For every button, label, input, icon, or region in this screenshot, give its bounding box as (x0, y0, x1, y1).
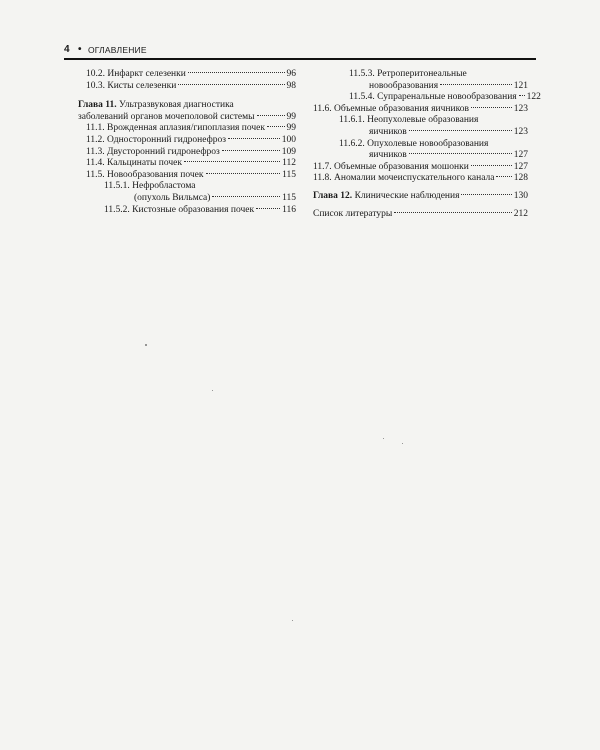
scan-speck (145, 344, 147, 346)
header-bullet: • (78, 44, 82, 55)
toc-entry-11-5-2[interactable]: 11.5.2. Кистозные образования почек 116 (104, 204, 296, 215)
header-rule (64, 58, 536, 60)
page-number: 4 (64, 44, 70, 55)
toc-entry-11-8[interactable]: 11.8. Аномалии мочеиспускательного канала 128 (313, 173, 528, 184)
toc-entry-11-3[interactable]: 11.3. Двусторонний гидронефроз 109 (86, 146, 296, 157)
toc-left-column (78, 69, 296, 216)
toc-chapter-11[interactable]: заболеваний органов мочеполовой системы 99 (78, 111, 296, 122)
toc-entry-11-4[interactable]: 11.4. Кальцинаты почек 112 (86, 158, 296, 169)
scan-speck (212, 390, 213, 391)
toc-entry-11-5-3[interactable]: новообразования 121 (369, 80, 528, 91)
toc-entry-11-6-2[interactable]: яичников 127 (369, 150, 528, 161)
toc-references[interactable]: Список литературы 212 (313, 208, 528, 219)
toc-entry-11-5-1[interactable]: (опухоль Вильмса) 115 (134, 192, 296, 203)
toc-right-column (313, 69, 541, 220)
toc-entry-11-6[interactable]: 11.6. Объемные образования яичников 123 (313, 103, 528, 114)
toc-entry-11-6-2-title[interactable]: 11.6.2. Опухолевые новообразования (339, 138, 489, 149)
toc-entry-11-5-1-title[interactable]: 11.5.1. Нефробластома (104, 181, 196, 192)
toc-entry-10-3[interactable]: 10.3. Кисты селезенки 98 (86, 80, 296, 91)
scan-speck (383, 438, 384, 439)
toc-entry-11-1[interactable]: 11.1. Врожденная аплазия/гипоплазия почек 99 (86, 123, 296, 134)
scan-speck (402, 443, 403, 444)
toc-entry-10-2[interactable]: 10.2. Инфаркт селезенки 96 (86, 69, 296, 79)
toc-entry-11-7[interactable]: 11.7. Объемные образования мошонки 127 (313, 161, 528, 172)
toc-entry-11-6-1[interactable]: яичников 123 (369, 126, 528, 137)
toc-chapter-12[interactable]: Глава 12. Клинические наблюдения 130 (313, 190, 528, 201)
toc-entry-11-2[interactable]: 11.2. Односторонний гидронефроз 100 (86, 134, 296, 145)
running-title: ОГЛАВЛЕНИЕ (88, 45, 147, 55)
toc-entry-11-5-4[interactable]: 11.5.4. Супраренальные новообразования 122 (349, 92, 541, 103)
toc-entry-11-5[interactable]: 11.5. Новообразования почек 115 (86, 169, 296, 180)
toc-chapter-11-title[interactable]: Глава 11. Ультразвуковая диагностика (78, 100, 234, 111)
toc-entry-11-6-1-title[interactable]: 11.6.1. Неопухолевые образования (339, 115, 479, 126)
scan-speck (292, 620, 293, 621)
toc-entry-11-5-3-title[interactable]: 11.5.3. Ретроперитонеальные (349, 69, 467, 79)
